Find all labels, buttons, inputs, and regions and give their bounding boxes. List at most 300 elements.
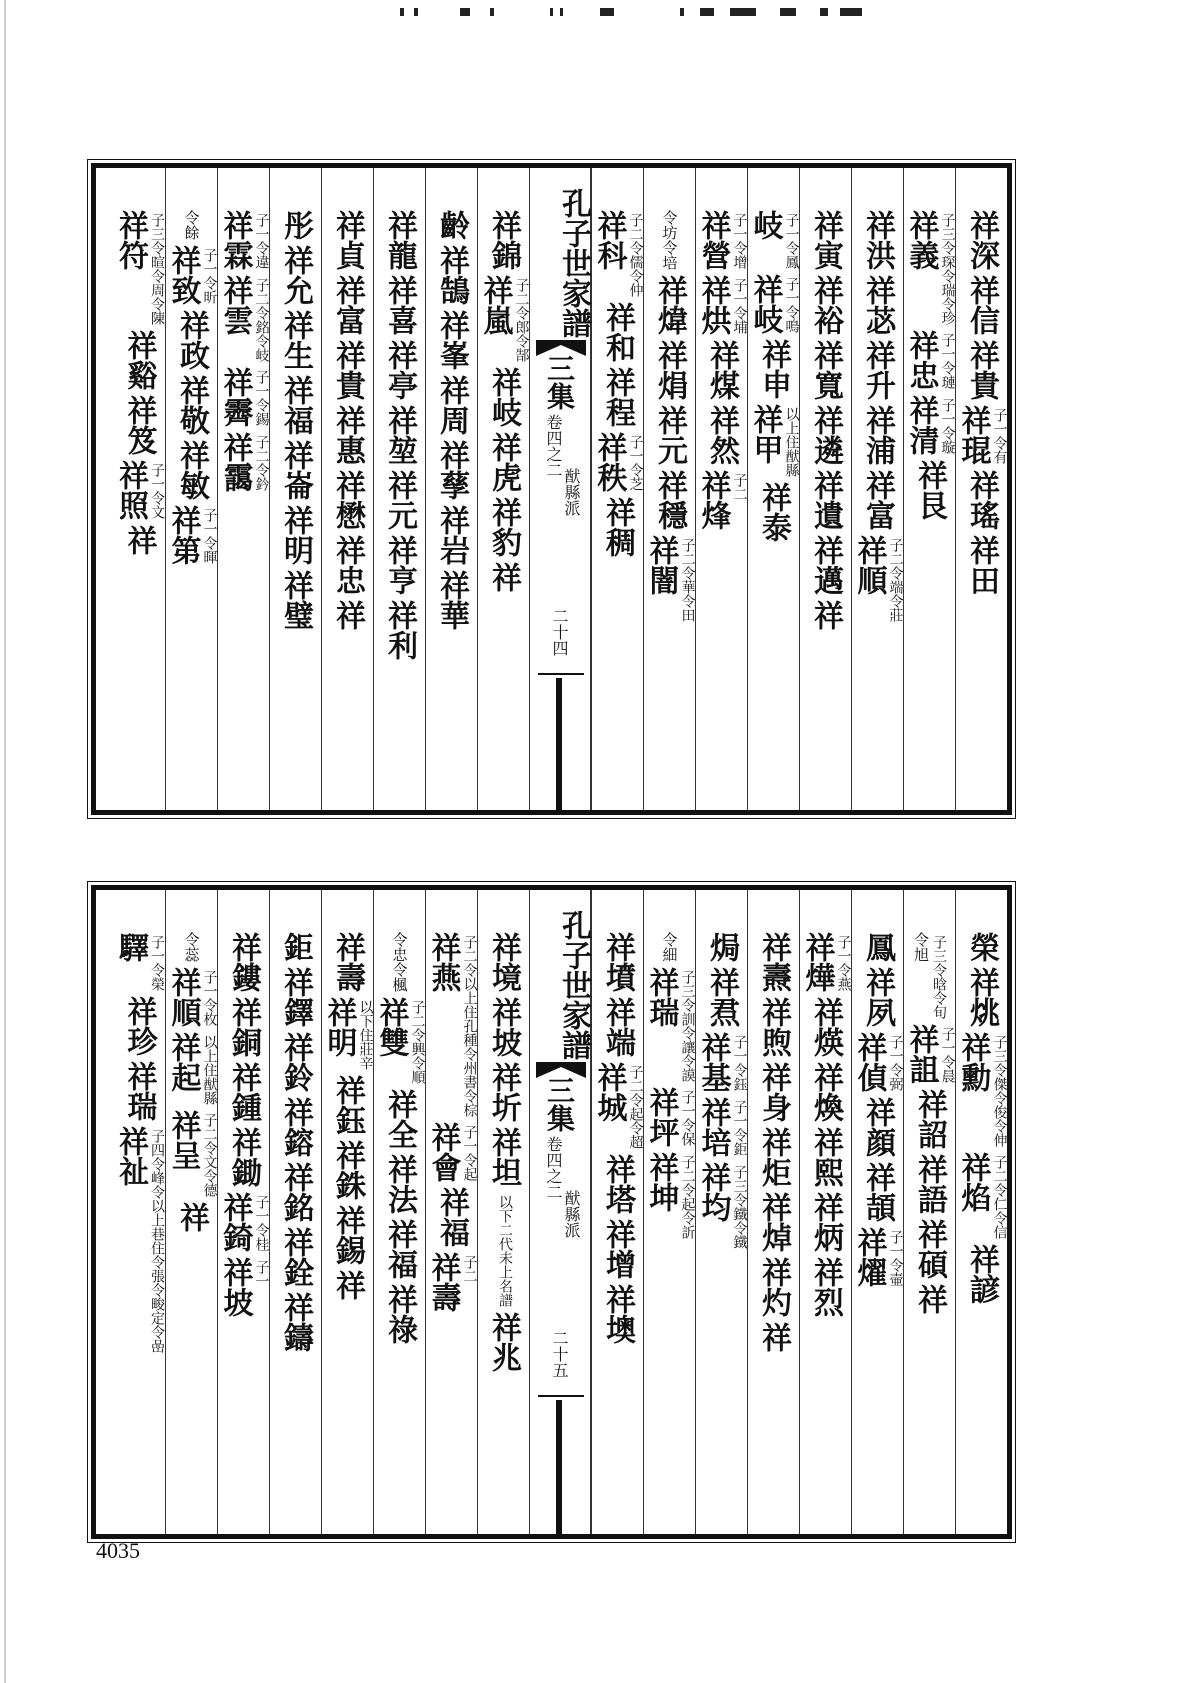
person-name: 祥壽 [425,1252,461,1312]
lineage-entry [601,1219,634,1279]
annotation-note: 以上住猷縣 [783,407,799,477]
annotation-note: 子二令鈐 [253,435,269,491]
lineage-entry [861,470,894,530]
lineage-entry [593,210,643,297]
lineage-column [321,890,373,1534]
person-name: 祥利 [382,600,417,660]
person-name: 祥璧 [278,570,313,630]
lineage-column [425,168,477,810]
person-name: 祥遴 [808,405,843,465]
person-name: 祥忠 [903,330,939,390]
margin-rule [538,673,584,675]
person-name: 祥虎 [486,432,521,492]
lineage-column [747,890,799,1534]
lineage-entry [601,302,634,362]
lineage-entry [809,340,842,400]
lineage-entry [965,470,998,530]
lineage-entry [809,275,842,335]
lineage-entry [749,404,799,477]
lineage-entry [279,1162,312,1222]
person-name: 祥福 [434,1187,469,1247]
person-name: 祥身 [756,1062,791,1122]
lineage-entry [965,210,998,270]
lineage-entry [331,600,364,630]
person-name: 祥增 [600,1219,635,1279]
person-name: 祥灼 [756,1257,791,1317]
person-name: 祥墳 [600,932,635,992]
person-name: 焗 [704,932,739,962]
lineage-entry [279,1292,312,1352]
annotation-note: 子一令鳳 [783,213,799,269]
lineage-entry [175,375,208,435]
person-name: 祥煥 [808,1062,843,1122]
lineage-entry [435,440,468,500]
person-name: 祥顔 [860,1097,895,1157]
lineage-column [269,168,321,810]
lineage-entry [601,1284,634,1344]
annotation-note: 子二令儒令仲 [627,213,643,297]
person-name: 祥鑄 [278,1292,313,1352]
person-name: 齡 [434,210,469,240]
person-name: 祥亭 [382,340,417,400]
person-name: 祥雙 [373,997,409,1057]
person-name: 祥鐸 [278,967,313,1027]
lineage-entry [905,395,955,455]
lineage-entry [331,1205,364,1265]
lineage-entry [219,1257,269,1317]
lineage-entry [487,367,520,427]
lineage-column [477,890,529,1534]
lineage-column [425,890,477,1534]
lineage-entry [809,1257,842,1317]
lineage-entry [331,1270,364,1300]
person-name: 祥田 [964,535,999,595]
lineage-column [955,168,1007,810]
lineage-entry [645,535,695,622]
annotation-note: 子一令璇 [939,398,955,454]
person-name: 祥敏 [174,440,209,500]
person-name: 祥坦 [486,1127,521,1187]
annotation-note: 子一令燕 [835,935,851,991]
lineage-entry [279,932,312,962]
lineage-entry [913,1284,946,1314]
lineage-entry [757,997,790,1057]
lineage-entry [123,330,156,390]
person-name: 祥遺 [808,470,843,530]
lineage-entry [279,1097,312,1157]
lineage-entry [757,1062,790,1122]
lineage-entry [853,1227,903,1287]
lineage-entry [114,460,164,520]
lineage-entry [167,967,217,1027]
person-name: 祥然 [704,405,739,465]
person-name: 祥 [912,1284,947,1314]
person-name: 祥穩 [652,470,687,530]
lineage-entry [809,600,842,630]
person-name: 祥炬 [756,1127,791,1187]
person-name: 祥坪 [643,1087,679,1147]
lineage-column [799,890,851,1534]
lineage-entry [184,210,200,240]
person-name: 祥燿 [851,1227,887,1287]
lineage-entry [331,340,364,400]
lineage-column [477,168,529,810]
lineage-entry [861,932,894,962]
person-name: 祥致 [165,245,201,305]
lineage-entry [809,470,842,530]
lineage-entry [809,997,842,1057]
lineage-entry [279,1227,312,1287]
lineage-entry [435,310,468,370]
person-name: 祥境 [486,932,521,992]
person-name: 祥富 [860,470,895,530]
person-name: 鉅 [278,932,313,962]
lineage-entry [219,275,269,362]
person-name: 祥靄 [217,432,253,492]
person-name: 祥 [121,525,157,555]
annotation-note: 子一令保 [679,1090,695,1146]
lineage-entry [913,1089,946,1149]
person-name: 祥鋤 [226,1127,261,1187]
lineage-entry [653,275,686,335]
lineage-column [373,890,425,1534]
person-name: 祥鈴 [278,1032,313,1092]
person-name: 祥烽 [695,470,731,530]
lineage-column [591,890,643,1534]
annotation-note: 子二令興令順 [409,1000,425,1084]
folio-number: 二十五 [550,1330,569,1378]
person-name: 祥清 [903,395,939,455]
lineage-entry [487,997,520,1057]
annotation-note: 子一令鳴 [783,277,799,333]
person-name: 祥銘 [278,1162,313,1222]
person-name: 祥谿 [121,330,157,390]
lineage-entry [184,932,200,962]
person-name: 祥岐 [486,367,521,427]
lineage-entry [487,932,520,992]
lineage-entry [323,997,373,1070]
person-name: 祥珍 [121,996,157,1056]
person-name: 鳳 [860,932,895,962]
lineage-entry [593,1062,643,1149]
person-name: 祥頡 [860,1162,895,1222]
lineage-entry [331,1140,364,1200]
person-name: 祥貴 [330,340,365,400]
lineage-entry [757,932,790,992]
lineage-entry [757,1257,790,1317]
lineage-entry [757,339,790,399]
person-name: 祥 [174,1202,209,1232]
person-name: 令忠令楓 [390,932,409,992]
margin-rule [538,1395,584,1397]
lineage-entry [965,275,998,335]
lineage-entry [645,1152,695,1239]
annotation-note: 子二令銘令岐 [253,278,269,362]
lineage-entry [487,1062,520,1122]
lineage-entry [809,210,842,270]
person-name: 祥圻 [486,1062,521,1122]
annotation-note: 子一令鈺 [731,1035,747,1091]
person-name: 祥貞 [330,210,365,270]
annotation-note: 子二令端令莊 [887,538,903,622]
annotation-note: 子三令暄令周令陳 [149,213,165,325]
person-name: 祥錦 [486,210,521,270]
lineage-entry [593,432,643,492]
lineage-entry [757,482,790,542]
lineage-entry [375,997,425,1084]
person-name: 令蕊 [182,932,201,962]
person-name: 令細 [660,932,679,962]
lineage-entry [757,1322,790,1352]
person-name: 祥煦 [756,997,791,1057]
person-name: 令旭 [912,932,930,962]
person-name: 祥祉 [113,1126,148,1186]
lineage-entry [705,932,738,962]
person-name: 祥 [756,1322,791,1352]
lineage-entry [114,1126,164,1353]
annotation-note: 子一令鉅 [731,1100,747,1156]
page-number: 4035 [96,1538,140,1563]
genealogy-page-bottom [91,885,1012,1539]
annotation-note: 以上住猷縣 [201,1035,217,1105]
annotation-note: 子一令暉 [201,508,217,564]
person-name: 祥勳 [955,1032,991,1092]
lineage-entry [219,367,269,427]
lineage-entry [965,1244,998,1304]
annotation-note: 子二令起令超 [627,1065,643,1149]
person-name: 祥嵐 [477,275,513,335]
lineage-entry [383,210,416,270]
person-name: 祥元 [652,405,687,465]
person-name: 祥營 [695,210,731,270]
margin-bar [556,1400,562,1535]
annotation-note: 子一令璉 [939,333,955,389]
lineage-column [695,168,747,810]
lineage-entry [435,505,468,565]
annotation-note: 子一令壷 [887,1230,903,1286]
annotation-note: 子一令桂 [253,1195,269,1251]
lineage-entry [427,1252,477,1312]
lineage-entry [227,997,260,1057]
lineage-column [643,168,695,810]
lineage-entry [601,367,634,427]
person-name: 祥霽 [217,367,253,427]
lineage-entry [435,210,468,240]
person-name: 祥邁 [808,535,843,595]
lineage-entry [645,1087,695,1147]
person-name: 令坊令培 [660,210,679,270]
lineage-entry [705,340,738,400]
person-name: 祥詛 [903,1024,939,1084]
person-name: 祥焆 [652,340,687,400]
person-name: 祥端 [600,997,635,1057]
person-name: 祥堃 [382,405,417,465]
person-name: 祥和 [600,302,635,362]
person-name: 祥坡 [486,997,521,1057]
person-name: 祥烘 [695,275,731,335]
lineage-entry [487,562,520,592]
person-name: 祥雲 [217,275,253,335]
lineage-entry [167,505,217,565]
person-name: 祥焯 [756,1192,791,1252]
lineage-entry [861,967,894,1027]
lineage-entry [662,210,678,270]
lineage-entry [905,330,955,390]
lineage-entry [383,600,416,660]
lineage-entry [601,497,634,557]
lineage-entry [114,210,164,325]
lineage-entry [697,1097,747,1157]
person-name: 祥稠 [600,497,635,557]
lineage-entry [601,1154,634,1214]
person-name: 祥琨 [955,405,991,465]
lineage-entry [601,932,634,992]
lineage-entry [749,274,799,334]
lineage-entry [331,275,364,335]
annotation-note: 子一令起 [461,1125,477,1181]
person-name: 祥 [330,1270,365,1300]
lineage-entry [749,210,799,269]
lineage-entry [965,535,998,595]
lineage-column [643,890,695,1534]
person-name: 祥煒 [652,275,687,335]
lineage-column [695,890,747,1534]
person-name: 祥鎔 [278,1097,313,1157]
lineage-entry [757,1127,790,1187]
lineage-entry [279,505,312,565]
lineage-entry [383,275,416,335]
annotation-note: 子二令仁令信 [991,1155,1007,1239]
lineage-entry [905,1024,955,1084]
scan-edge-line [4,0,6,1683]
person-name: 祥 [330,600,365,630]
lineage-entry [427,932,477,1117]
person-name: 祥富 [330,275,365,335]
person-name: 祥懋 [330,470,365,530]
lineage-entry [331,535,364,595]
lineage-entry [487,497,520,557]
fishtail-mark [536,1062,586,1078]
lineage-entry [861,210,894,270]
person-name: 祥順 [165,967,201,1027]
lineage-entry [219,432,269,492]
book-title: 孔子世家譜 [556,188,591,338]
person-name: 祥喜 [382,275,417,335]
person-name: 祥秩 [591,432,627,492]
annotation-note: 子一令文 [149,463,165,519]
person-name: 祥燁 [799,932,835,992]
person-name: 祥浦 [860,405,895,465]
lineage-entry [495,1192,512,1307]
person-name: 祥祿 [382,1284,417,1344]
person-name: 祥苾 [860,275,895,335]
lineage-entry [279,245,312,305]
person-name: 祥基 [695,1032,731,1092]
lineage-entry [697,1162,747,1249]
lineage-entry [331,470,364,530]
lineage-entry [279,375,312,435]
center-margin-column [529,890,591,1534]
annotation-note: 子一令錫 [253,370,269,426]
person-name: 祥烑 [964,967,999,1027]
person-name: 祥 [486,562,521,592]
annotation-note: 子四令峰令以上巷住令張令畯定令嵒 [149,1129,165,1353]
lineage-entry [435,375,468,435]
person-name: 祥瑤 [964,470,999,530]
lineage-entry [697,1032,747,1092]
person-name: 祥炳 [808,1192,843,1252]
person-name: 祥程 [600,367,635,427]
person-name: 彤 [278,210,313,240]
lineage-column [903,168,955,810]
lineage-entry [913,1154,946,1214]
person-name: 祥周 [434,375,469,435]
person-name: 祥龍 [382,210,417,270]
person-name: 祥詔 [912,1089,947,1149]
person-name: 祥明 [278,505,313,565]
lineage-entry [965,967,998,1027]
lineage-column [165,168,217,810]
person-name: 祥申 [756,339,791,399]
annotation-note: 子二令起令訢 [679,1155,695,1239]
lineage-entry [905,210,955,325]
lineage-entry [853,1032,903,1092]
person-name: 祥煤 [704,340,739,400]
lineage-entry [479,275,529,362]
lineage-column [217,168,269,810]
person-name: 祥亨 [382,535,417,595]
person-name: 祥焄 [704,967,739,1027]
person-name: 祥明 [321,997,357,1057]
annotation-note: 子一令芝 [627,435,643,491]
genealogy-page-top [91,163,1012,815]
person-name: 祥培 [695,1097,731,1157]
lineage-entry [965,340,998,400]
annotation-note: 子二令郎令郜 [513,278,529,362]
person-name: 祥政 [174,310,209,370]
folio-number: 二十四 [550,608,569,656]
person-name: 祥城 [591,1062,627,1122]
lineage-column [747,168,799,810]
person-name: 祥焰 [955,1152,991,1212]
person-name: 祥坡 [217,1257,253,1317]
lineage-column [321,168,373,810]
annotation-note: 以下住莊辛 [357,1000,373,1070]
annotation-note: 子一令埔 [731,278,747,334]
person-name: 祥峯 [434,310,469,370]
annotation-note: 子一令枚 [201,970,217,1026]
collection-label: 三集 [543,354,576,410]
lineage-entry [957,405,1007,465]
person-name: 祥銅 [226,997,261,1057]
lineage-entry [279,310,312,370]
book-title: 孔子世家譜 [556,910,591,1060]
lineage-entry [331,405,364,465]
lineage-entry [861,340,894,400]
annotation-note: 子一令榮 [149,935,165,991]
annotation-note: 子二 [731,473,747,501]
lineage-entry [123,996,156,1056]
person-name: 祥福 [382,1219,417,1279]
annotation-note: 子三令琛令瑞令珍 [939,213,955,325]
person-name: 驛 [113,932,148,962]
lineage-entry [913,460,946,520]
person-name: 祥鵠 [434,245,469,305]
person-name: 祥碩 [912,1219,947,1279]
person-name: 祥錫 [330,1205,365,1265]
lineage-entry [487,1127,520,1187]
lineage-entry [383,405,416,465]
